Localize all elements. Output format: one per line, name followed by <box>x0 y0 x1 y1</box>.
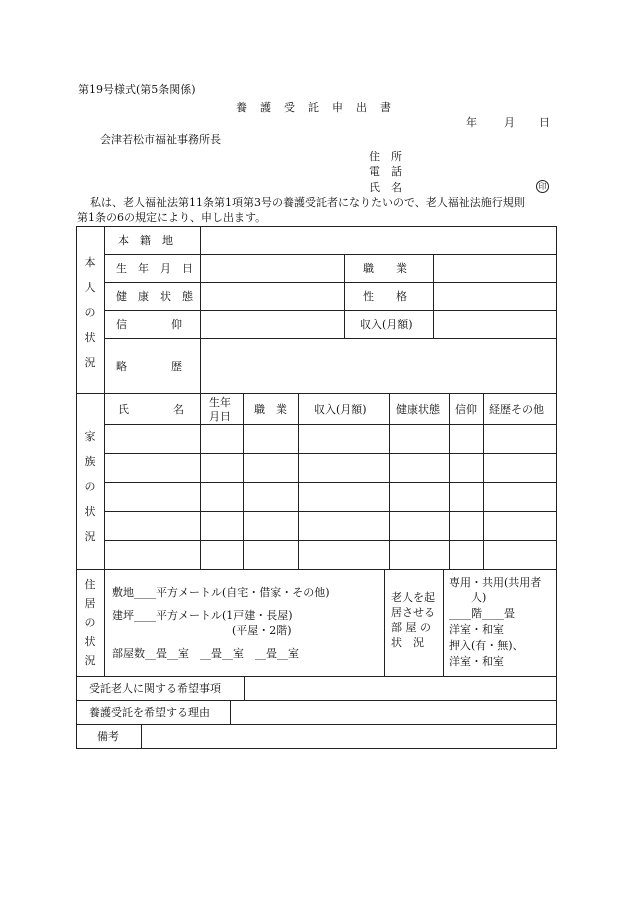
table-border-left <box>76 226 77 749</box>
date-year-label: 年 <box>466 116 477 129</box>
religion-label: 信 仰 <box>116 318 182 331</box>
family-row[interactable] <box>105 541 556 569</box>
room-detail-5[interactable]: 押入(有・無)、 <box>449 639 524 652</box>
wishes-field[interactable] <box>245 677 556 700</box>
reason-field[interactable] <box>231 701 556 724</box>
occupation-field[interactable] <box>434 255 556 282</box>
statement-line2: 第1条の6の規定により、申し出ます。 <box>77 211 267 224</box>
health-field[interactable] <box>201 283 344 310</box>
remarks-label: 備考 <box>97 730 119 743</box>
elder-room-label-3: 部 屋 の <box>391 621 431 634</box>
family-header-history: 経歴その他 <box>489 403 544 416</box>
family-section-label: 家 族 の 状 況 <box>84 430 96 543</box>
recipient: 会津若松市福祉事務所長 <box>100 133 221 146</box>
table-border-right <box>556 226 557 749</box>
family-row[interactable] <box>105 454 556 482</box>
family-header-health: 健康状態 <box>396 403 440 416</box>
room-detail-2: 人) <box>449 591 487 604</box>
reason-label: 養護受託を希望する理由 <box>89 706 210 719</box>
room-detail-4[interactable]: 洋室・和室 <box>449 623 504 636</box>
gender-field[interactable] <box>434 283 556 310</box>
family-header-birth-2: 月日 <box>209 410 231 423</box>
phone-label: 電 話 <box>369 165 402 178</box>
family-row[interactable] <box>105 483 556 511</box>
remarks-field[interactable] <box>142 725 556 748</box>
housing-section-label: 住 居 の 状 況 <box>84 578 96 667</box>
self-divider-v3 <box>344 254 345 338</box>
elder-room-label-4: 状 況 <box>391 636 424 649</box>
site-area-text[interactable]: 敷地____平方メートル(自宅・借家・その他) <box>112 586 330 599</box>
domicile-field[interactable] <box>201 227 556 254</box>
page-title: 養 護 受 託 申 出 書 <box>236 101 392 114</box>
floor-area-text[interactable]: 建坪____平方メートル(1戸建・長屋) <box>112 609 293 622</box>
health-label: 健 康 状 態 <box>116 290 193 303</box>
floor-type-text[interactable]: (平屋・2階) <box>232 624 292 637</box>
name-label: 氏 名 <box>369 181 402 194</box>
date-month-label: 月 <box>504 116 515 129</box>
housing-divider-v3 <box>443 569 444 676</box>
history-label: 略 歴 <box>116 360 182 373</box>
family-row[interactable] <box>105 512 556 540</box>
room-detail-6[interactable]: 洋室・和室 <box>449 655 504 668</box>
family-header-occupation: 職 業 <box>254 403 287 416</box>
statement-line1: 私は、老人福祉法第11条第1項第3号の養護受託者になりたいので、老人福祉法施行規則 <box>90 196 525 209</box>
family-header-religion: 信仰 <box>455 403 477 416</box>
gender-label: 性 格 <box>363 290 407 303</box>
address-label: 住 所 <box>369 150 402 163</box>
family-header-birth-1: 生年 <box>209 396 231 409</box>
birthdate-field[interactable] <box>201 255 344 282</box>
elder-room-label-2: 居させる <box>391 606 435 619</box>
occupation-label: 職 業 <box>363 262 407 275</box>
family-section-bottom <box>76 569 557 570</box>
self-section-bottom <box>76 393 557 394</box>
birthdate-label: 生 年 月 日 <box>116 262 193 275</box>
housing-divider-v1 <box>104 569 105 676</box>
religion-field[interactable] <box>201 311 344 338</box>
self-section-label: 本 人 の 状 況 <box>84 256 96 369</box>
history-field[interactable] <box>201 339 556 393</box>
elder-room-label-1: 老人を起 <box>391 591 435 604</box>
income-field[interactable] <box>434 311 556 338</box>
date-day-label: 日 <box>539 116 550 129</box>
domicile-label: 本 籍 地 <box>118 234 173 247</box>
housing-divider-v2 <box>384 569 385 676</box>
room-detail-3[interactable]: ____階____畳 <box>449 607 515 620</box>
wishes-label: 受託老人に関する希望事項 <box>89 682 221 695</box>
income-label: 収入(月額) <box>360 318 413 331</box>
room-detail-1[interactable]: 専用・共用(共用者 <box>449 576 542 589</box>
table-border-bottom <box>76 748 557 749</box>
seal-icon: 印 <box>536 180 549 193</box>
family-header-name: 氏 名 <box>118 403 184 416</box>
family-row[interactable] <box>105 425 556 453</box>
rooms-text[interactable]: 部屋数__畳__室 __畳__室 __畳__室 <box>112 647 299 660</box>
family-header-income: 収入(月額) <box>314 403 367 416</box>
form-number: 第19号様式(第5条関係) <box>78 83 196 96</box>
